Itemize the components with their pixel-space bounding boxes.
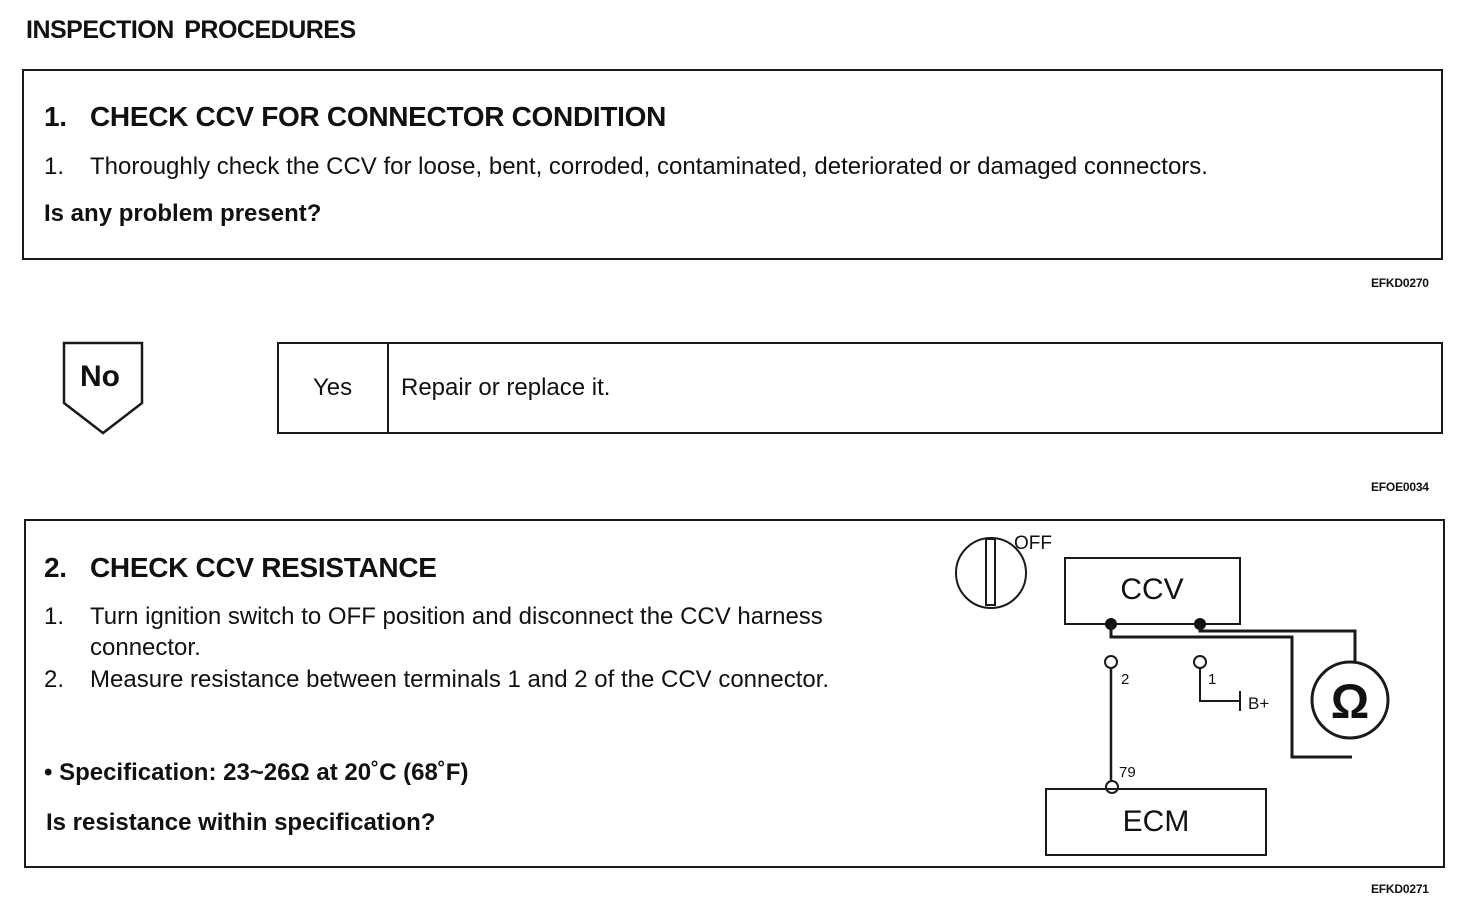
terminal-1-label: 1 <box>1208 671 1217 688</box>
switch-off-label: OFF <box>1014 533 1052 554</box>
yes-divider <box>387 344 389 432</box>
ecm-terminal-79-icon <box>1106 781 1118 793</box>
step2-title-text: CHECK CCV RESISTANCE <box>90 552 437 583</box>
wire-b-plus <box>1200 668 1240 701</box>
harness-terminal-1-icon <box>1194 656 1206 668</box>
ohmmeter-icon <box>1312 662 1388 738</box>
step2-instruction-2 <box>44 664 944 695</box>
step2-question: Is resistance within specification? <box>46 809 436 836</box>
yes-box <box>277 342 1443 434</box>
step2-figure-code: EFKD0271 <box>1371 882 1429 896</box>
no-label: No <box>80 360 120 393</box>
step1-title-text: CHECK CCV FOR CONNECTOR CONDITION <box>90 101 667 132</box>
ohmmeter-probe-wire-2 <box>1200 624 1355 670</box>
step2-specification: • Specification: 23~26Ω at 20˚C (68˚F) <box>44 759 469 786</box>
step1-question: Is any problem present? <box>44 200 322 227</box>
yes-action: Repair or replace it. <box>401 374 611 401</box>
ccv-circuit-diagram <box>940 525 1440 865</box>
step1-instruction-1-number: 1. <box>44 153 65 180</box>
harness-terminal-2-icon <box>1105 656 1117 668</box>
ohmmeter-symbol: Ω <box>1330 676 1370 729</box>
step2-instruction-1-text: Turn ignition switch to OFF position and disconnect the CCV harness connector. <box>90 603 823 661</box>
step2-instruction-1 <box>44 601 924 663</box>
ccv-label: CCV <box>1120 573 1184 606</box>
step2-instruction-2-number: 2. <box>44 666 65 693</box>
step2-title <box>44 552 437 584</box>
step2-instruction-1-number: 1. <box>44 603 65 630</box>
decision-figure-code: EFOE0034 <box>1371 480 1429 494</box>
step1-instruction-1 <box>44 151 1424 182</box>
terminal-2-label: 2 <box>1121 671 1130 688</box>
step1-box <box>22 69 1443 260</box>
step2-instruction-2-text: Measure resistance between terminals 1 and 2 of the CCV connector. <box>90 666 830 693</box>
battery-b-plus-label: B+ <box>1248 694 1270 713</box>
step1-figure-code: EFKD0270 <box>1371 276 1429 290</box>
step1-instruction-1-text: Thoroughly check the CCV for loose, bent, corroded, contaminated, deteriorated or damaged connectors. <box>90 153 1208 180</box>
ecm-label: ECM <box>1122 805 1190 838</box>
step1-title <box>44 101 666 133</box>
step1-number: 1. <box>44 101 67 132</box>
terminal-79-label: 79 <box>1119 764 1136 781</box>
yes-label: Yes <box>313 374 353 401</box>
step2-number: 2. <box>44 552 67 583</box>
page-heading: INSPECTION PROCEDURES <box>26 16 356 44</box>
